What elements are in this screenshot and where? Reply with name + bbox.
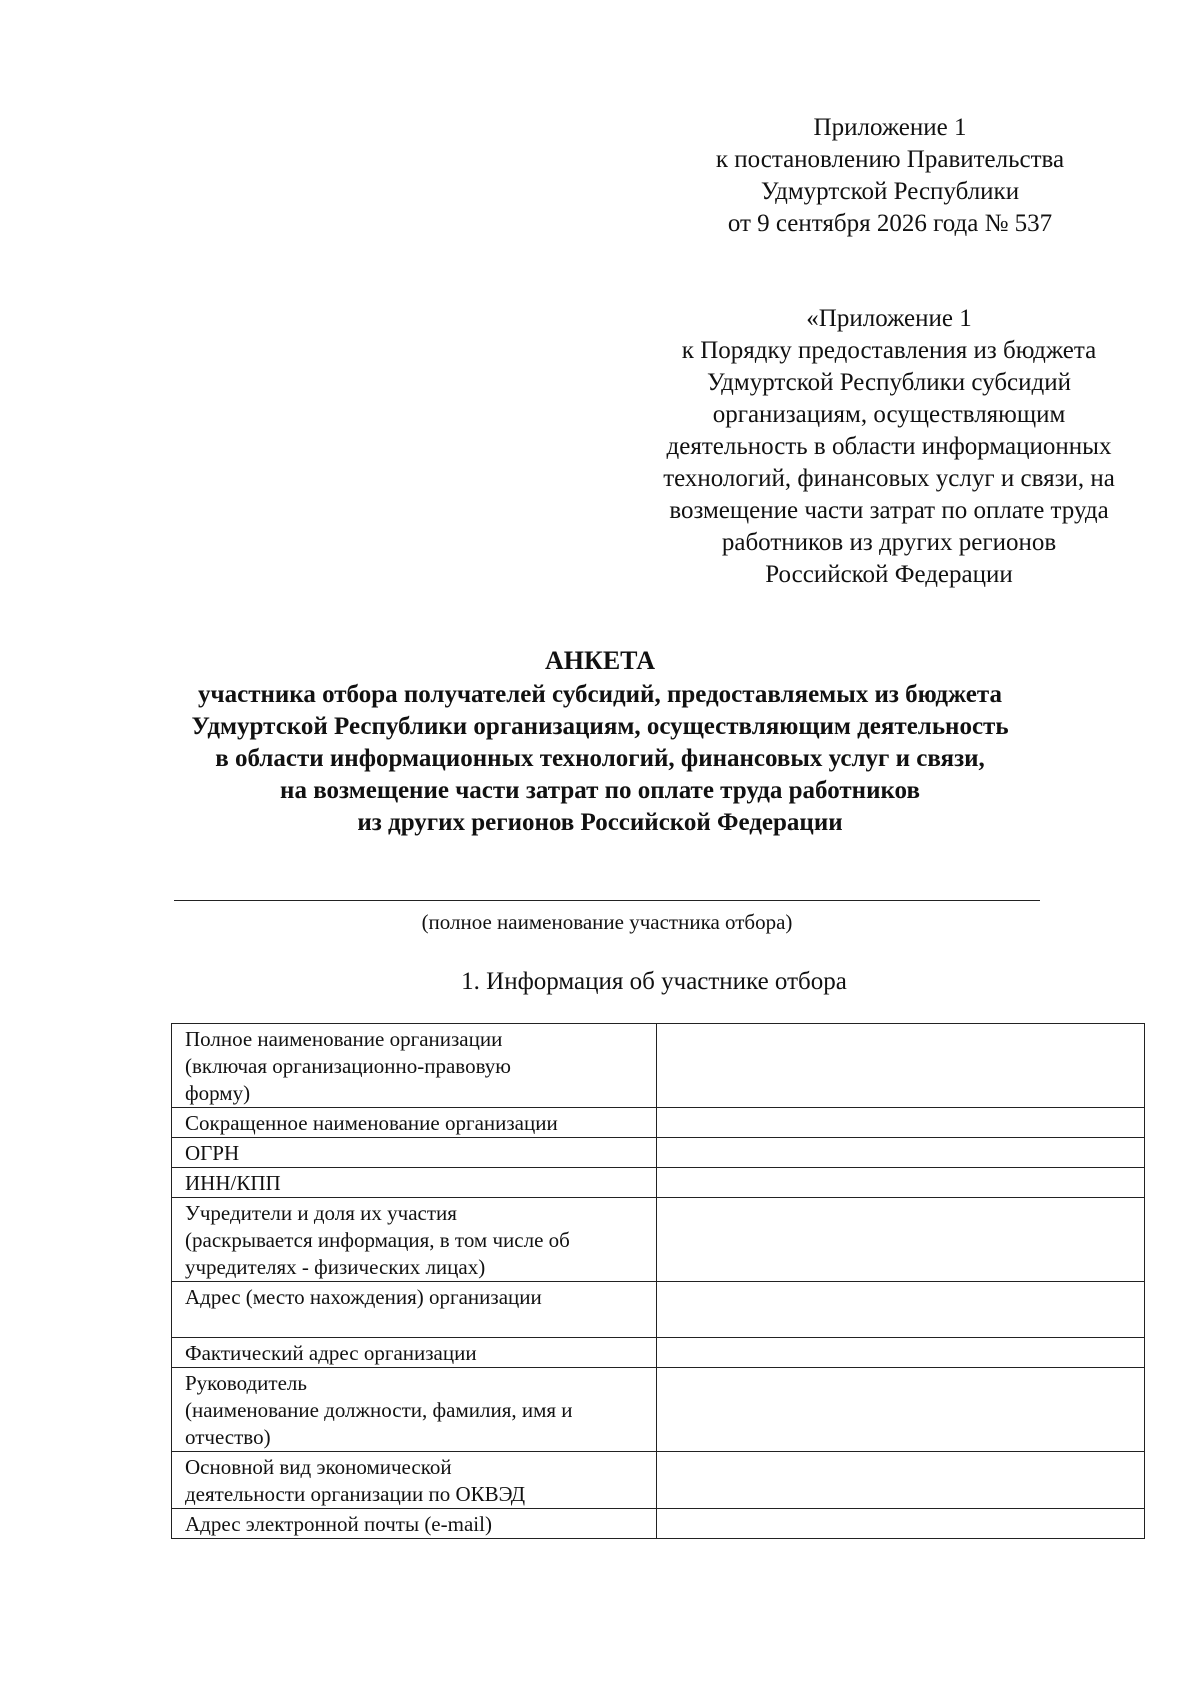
row-label-line: учредителях - физических лицах) [185, 1255, 486, 1279]
table-row [172, 1168, 1145, 1198]
row-value-field[interactable] [657, 1509, 1145, 1539]
approval-line: от 9 сентября 2026 года № 537 [727, 210, 1053, 237]
table-row [172, 1198, 1145, 1282]
table-row [172, 1108, 1145, 1138]
appendix-line: Удмуртской Республики субсидий [706, 369, 1071, 396]
row-label [172, 1198, 657, 1282]
row-value-field[interactable] [657, 1108, 1145, 1138]
form-subtitle-line: на возмещение части затрат по оплате труда работников [280, 777, 920, 804]
form-title-block [150, 645, 1050, 839]
row-label-line: (включая организационно-правовую [185, 1054, 511, 1078]
table-row [172, 1282, 1145, 1338]
row-label-line: (наименование должности, фамилия, имя и [185, 1398, 573, 1422]
procedure-appendix-stamp [624, 303, 1154, 591]
appendix-line: возмещение части затрат по оплате труда [669, 497, 1109, 524]
row-label [172, 1368, 657, 1452]
appendix-line: технологий, финансовых услуг и связи, на [663, 465, 1115, 492]
table-row [172, 1452, 1145, 1509]
row-label-line: Фактический адрес организации [185, 1341, 477, 1365]
table-row [172, 1024, 1145, 1108]
section-heading: 1. Информация об участнике отбора [461, 968, 847, 995]
participant-name-caption: (полное наименование участника отбора) [421, 910, 793, 934]
row-value-field[interactable] [657, 1282, 1145, 1338]
row-label-line: Руководитель [185, 1371, 307, 1395]
row-label-line: (раскрывается информация, в том числе об [185, 1228, 570, 1252]
table-row [172, 1509, 1145, 1539]
row-label-line: деятельности организации по ОКВЭД [185, 1482, 526, 1506]
row-value-field[interactable] [657, 1168, 1145, 1198]
row-label-line: Сокращенное наименование организации [185, 1111, 558, 1135]
appendix-line: Российской Федерации [765, 561, 1013, 588]
row-value-field[interactable] [657, 1368, 1145, 1452]
row-value-field[interactable] [657, 1024, 1145, 1108]
row-label [172, 1282, 657, 1338]
row-label [172, 1024, 657, 1108]
row-label [172, 1108, 657, 1138]
row-label-line: отчество) [185, 1425, 271, 1449]
form-subtitle-line: из других регионов Российской Федерации [357, 809, 843, 836]
approval-line: Удмуртской Республики [760, 178, 1020, 205]
row-label-line: Адрес электронной почты (e-mail) [185, 1512, 492, 1536]
appendix-line: деятельность в области информационных [666, 433, 1112, 460]
row-value-field[interactable] [657, 1138, 1145, 1168]
appendix-line: к Порядку предоставления из бюджета [681, 337, 1097, 364]
participant-name-field[interactable] [174, 900, 1040, 901]
form-subtitle-line: Удмуртской Республики организациям, осуществляющим деятельность [191, 713, 1009, 740]
row-label [172, 1168, 657, 1198]
row-label-line: форму) [185, 1081, 251, 1105]
row-value-field[interactable] [657, 1338, 1145, 1368]
form-title: АНКЕТА [544, 646, 656, 675]
row-label [172, 1509, 657, 1539]
form-subtitle-line: в области информационных технологий, финансовых услуг и связи, [215, 745, 985, 772]
row-label-line: Основной вид экономической [185, 1455, 452, 1479]
row-label-line: ОГРН [185, 1141, 240, 1165]
row-label-line: Учредители и доля их участия [185, 1201, 457, 1225]
participant-info-table [171, 1023, 1145, 1539]
row-label [172, 1138, 657, 1168]
table-row [172, 1338, 1145, 1368]
table-row [172, 1138, 1145, 1168]
row-label-line: ИНН/КПП [185, 1171, 281, 1195]
table-row [172, 1368, 1145, 1452]
form-subtitle-line: участника отбора получателей субсидий, предоставляемых из бюджета [198, 681, 1002, 708]
row-label-line: Полное наименование организации [185, 1027, 503, 1051]
appendix-line: «Приложение 1 [806, 305, 972, 332]
approval-line: к постановлению Правительства [715, 146, 1065, 173]
row-label [172, 1452, 657, 1509]
row-label [172, 1338, 657, 1368]
appendix-line: работников из других регионов [721, 529, 1057, 556]
row-label-line: Адрес (место нахождения) организации [185, 1285, 542, 1309]
government-decree-approval-stamp [650, 112, 1130, 240]
row-value-field[interactable] [657, 1452, 1145, 1509]
row-value-field[interactable] [657, 1198, 1145, 1282]
appendix-line: организациям, осуществляющим [712, 401, 1066, 428]
approval-line: Приложение 1 [813, 114, 967, 141]
